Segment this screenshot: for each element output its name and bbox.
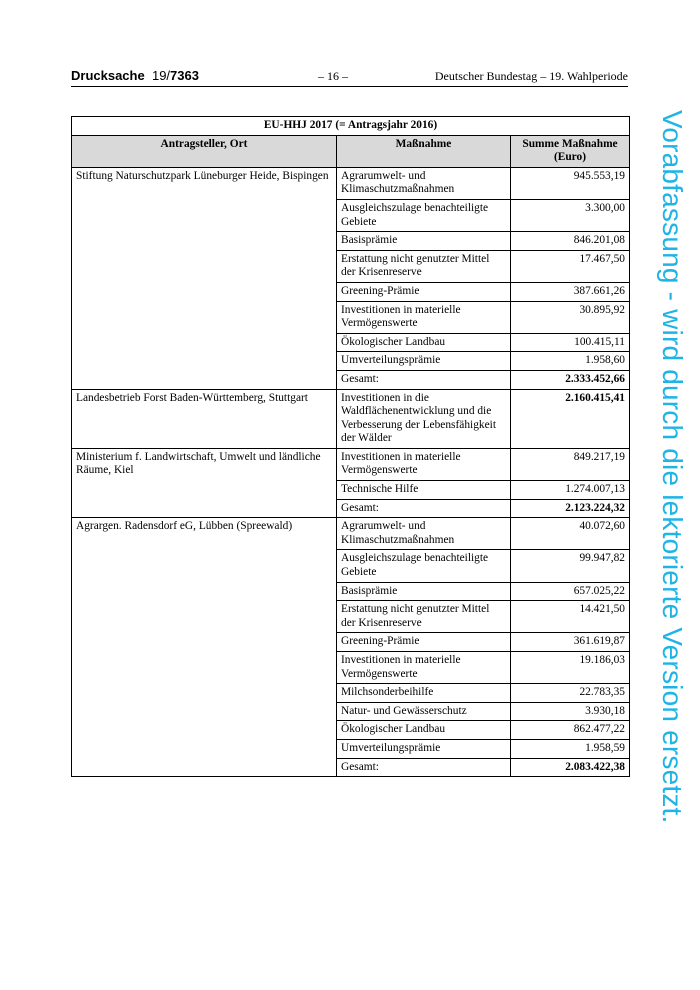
measure-cell: Greening-Prämie xyxy=(337,633,511,652)
funding-table xyxy=(71,116,630,777)
measure-cell: Investitionen in materielle Vermögenswerte xyxy=(337,301,511,333)
amount-cell: 30.895,92 xyxy=(511,301,630,333)
measure-cell: Technische Hilfe xyxy=(337,481,511,500)
table-row xyxy=(72,518,630,550)
amount-cell: 361.619,87 xyxy=(511,633,630,652)
applicant-cell: Landesbetrieb Forst Baden-Württemberg, Stuttgart xyxy=(72,389,337,448)
measure-cell: Investitionen in die Waldflächenentwicklung und die Verbesserung der Lebensfähigkeit der Wälder xyxy=(337,389,511,448)
measure-cell: Gesamt: xyxy=(337,758,511,777)
amount-cell: 19.186,03 xyxy=(511,652,630,684)
amount-cell: 657.025,22 xyxy=(511,582,630,601)
amount-cell: 100.415,11 xyxy=(511,333,630,352)
amount-cell: 1.958,59 xyxy=(511,739,630,758)
measure-cell: Investitionen in materielle Vermögenswerte xyxy=(337,448,511,480)
doc-number: 7363 xyxy=(170,68,199,83)
document-id xyxy=(71,68,199,83)
applicant-cell: Agrargen. Radensdorf eG, Lübben (Spreewald) xyxy=(72,518,337,777)
doc-number-prefix: 19/ xyxy=(151,68,171,83)
total-amount-cell: 2.123.224,32 xyxy=(511,499,630,518)
measure-cell: Natur- und Gewässerschutz xyxy=(337,702,511,721)
amount-cell: 14.421,50 xyxy=(511,601,630,633)
column-header-applicant: Antragsteller, Ort xyxy=(72,135,337,167)
table-row xyxy=(72,167,630,199)
total-amount-cell: 2.333.452,66 xyxy=(511,370,630,389)
measure-cell: Milchsonderbeihilfe xyxy=(337,684,511,703)
amount-cell: 22.783,35 xyxy=(511,684,630,703)
amount-cell: 1.958,60 xyxy=(511,352,630,371)
amount-cell: 862.477,22 xyxy=(511,721,630,740)
column-header-measure: Maßnahme xyxy=(337,135,511,167)
doc-label: Drucksache xyxy=(71,68,145,83)
measure-cell: Gesamt: xyxy=(337,370,511,389)
measure-cell: Erstattung nicht genutzter Mittel der Krisenreserve xyxy=(337,250,511,282)
measure-cell: Basisprämie xyxy=(337,232,511,251)
measure-cell: Ökologischer Landbau xyxy=(337,333,511,352)
page-number: – 16 – xyxy=(318,69,348,83)
applicant-cell: Stiftung Naturschutzpark Lüneburger Heide, Bispingen xyxy=(72,167,337,389)
total-amount-cell: 2.083.422,38 xyxy=(511,758,630,777)
header-rule xyxy=(71,86,628,87)
amount-cell: 945.553,19 xyxy=(511,167,630,199)
page-header xyxy=(71,68,628,84)
publisher: Deutscher Bundestag – 19. Wahlperiode xyxy=(434,69,628,83)
amount-cell: 3.930,18 xyxy=(511,702,630,721)
amount-cell: 846.201,08 xyxy=(511,232,630,251)
total-amount-cell: 2.160.415,41 xyxy=(511,389,630,448)
measure-cell: Ausgleichszulage benachteiligte Gebiete xyxy=(337,199,511,231)
amount-cell: 3.300,00 xyxy=(511,199,630,231)
measure-cell: Erstattung nicht genutzter Mittel der Krisenreserve xyxy=(337,601,511,633)
measure-cell: Investitionen in materielle Vermögenswerte xyxy=(337,652,511,684)
amount-cell: 99.947,82 xyxy=(511,550,630,582)
amount-cell: 1.274.007,13 xyxy=(511,481,630,500)
measure-cell: Basisprämie xyxy=(337,582,511,601)
measure-cell: Agrarumwelt- und Klimaschutzmaßnahmen xyxy=(337,518,511,550)
measure-cell: Ökologischer Landbau xyxy=(337,721,511,740)
measure-cell: Agrarumwelt- und Klimaschutzmaßnahmen xyxy=(337,167,511,199)
column-header-amount: Summe Maßnahme (Euro) xyxy=(511,135,630,167)
applicant-cell: Ministerium f. Landwirtschaft, Umwelt und ländliche Räume, Kiel xyxy=(72,448,337,517)
measure-cell: Umverteilungsprämie xyxy=(337,739,511,758)
table-row xyxy=(72,448,630,480)
measure-cell: Ausgleichszulage benachteiligte Gebiete xyxy=(337,550,511,582)
measure-cell: Gesamt: xyxy=(337,499,511,518)
amount-cell: 387.661,26 xyxy=(511,282,630,301)
amount-cell: 849.217,19 xyxy=(511,448,630,480)
table-row xyxy=(72,389,630,448)
table-body xyxy=(72,167,630,776)
draft-watermark: Vorabfassung - wird durch die lektorierte Version ersetzt. xyxy=(657,110,688,824)
table-title: EU-HHJ 2017 (= Antragsjahr 2016) xyxy=(72,117,630,136)
amount-cell: 17.467,50 xyxy=(511,250,630,282)
measure-cell: Greening-Prämie xyxy=(337,282,511,301)
measure-cell: Umverteilungsprämie xyxy=(337,352,511,371)
amount-cell: 40.072,60 xyxy=(511,518,630,550)
